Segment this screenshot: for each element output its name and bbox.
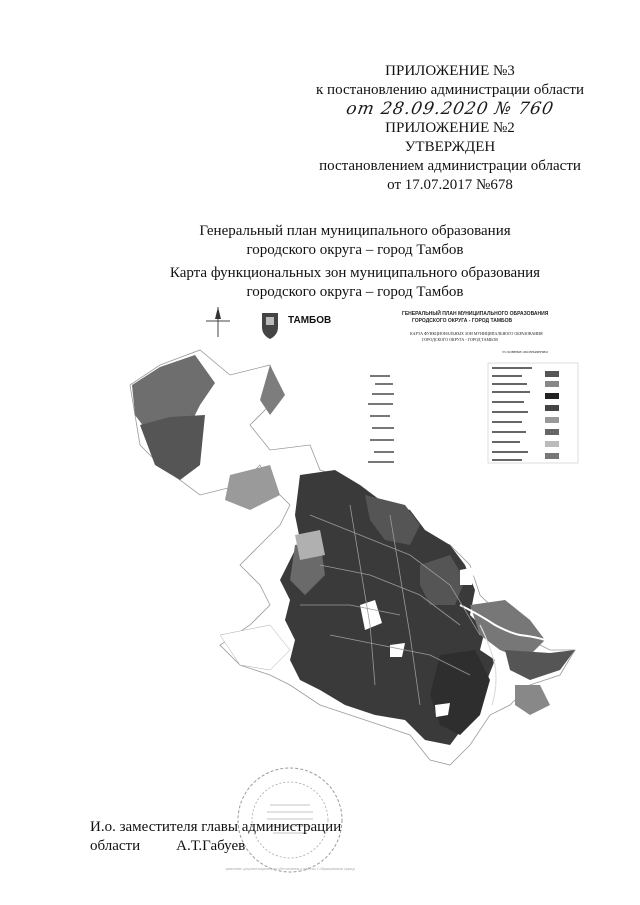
map-svg bbox=[120, 305, 590, 775]
zone-white-4 bbox=[435, 703, 450, 717]
functional-zones-map bbox=[120, 305, 590, 775]
map-legend bbox=[368, 350, 578, 463]
signature-block bbox=[90, 818, 390, 856]
map-header-2: ГОРОДСКОГО ОКРУГА - ГОРОД ТАМБОВ bbox=[412, 318, 513, 324]
handwritten-date-number: от 28.09.2020 № 760 bbox=[344, 99, 556, 119]
legend-title: УСЛОВНЫЕ ОБОЗНАЧЕНИЯ bbox=[502, 350, 548, 354]
title-line-2: городского округа – город Тамбов bbox=[246, 242, 464, 258]
zone-light-patch bbox=[295, 530, 325, 560]
stamp-text: Управление документационного обеспечения и работы с обращениями граждан bbox=[225, 866, 355, 871]
title-line-1: Генеральный план муниципального образования bbox=[199, 223, 511, 239]
map-header-1: ГЕНЕРАЛЬНЫЙ ПЛАН МУНИЦИПАЛЬНОГО ОБРАЗОВАНИЯ bbox=[402, 311, 549, 317]
compass-icon bbox=[206, 307, 230, 337]
map-header-3: КАРТА ФУНКЦИОНАЛЬНЫХ ЗОН МУНИЦИПАЛЬНОГО ОБРАЗОВАНИЯ bbox=[410, 331, 543, 336]
appendix-block bbox=[300, 62, 600, 195]
zone-southeast bbox=[515, 685, 550, 715]
approved-by: постановлением администрации области bbox=[319, 158, 581, 174]
coat-of-arms-icon bbox=[262, 313, 278, 339]
appendix-number: ПРИЛОЖЕНИЕ №3 bbox=[385, 63, 515, 79]
appendix-number-2: ПРИЛОЖЕНИЕ №2 bbox=[385, 120, 515, 136]
map-city-label: ТАМБОВ bbox=[288, 315, 332, 326]
document-titles bbox=[130, 222, 580, 302]
approved-label: УТВЕРЖДЕН bbox=[404, 139, 496, 155]
approved-date: от 17.07.2017 №678 bbox=[387, 177, 513, 193]
signatory-name: А.Т.Габуев bbox=[176, 838, 246, 854]
signatory-region: области bbox=[90, 838, 141, 854]
map-header-4: ГОРОДСКОГО ОКРУГА - ГОРОД ТАМБОВ bbox=[422, 337, 498, 342]
signatory-position: И.о. заместителя главы администрации bbox=[90, 819, 342, 835]
appendix-reference: к постановлению администрации области bbox=[316, 82, 584, 98]
title-line-4: городского округа – город Тамбов bbox=[246, 284, 464, 300]
title-line-3: Карта функциональных зон муниципального образования bbox=[169, 265, 541, 281]
